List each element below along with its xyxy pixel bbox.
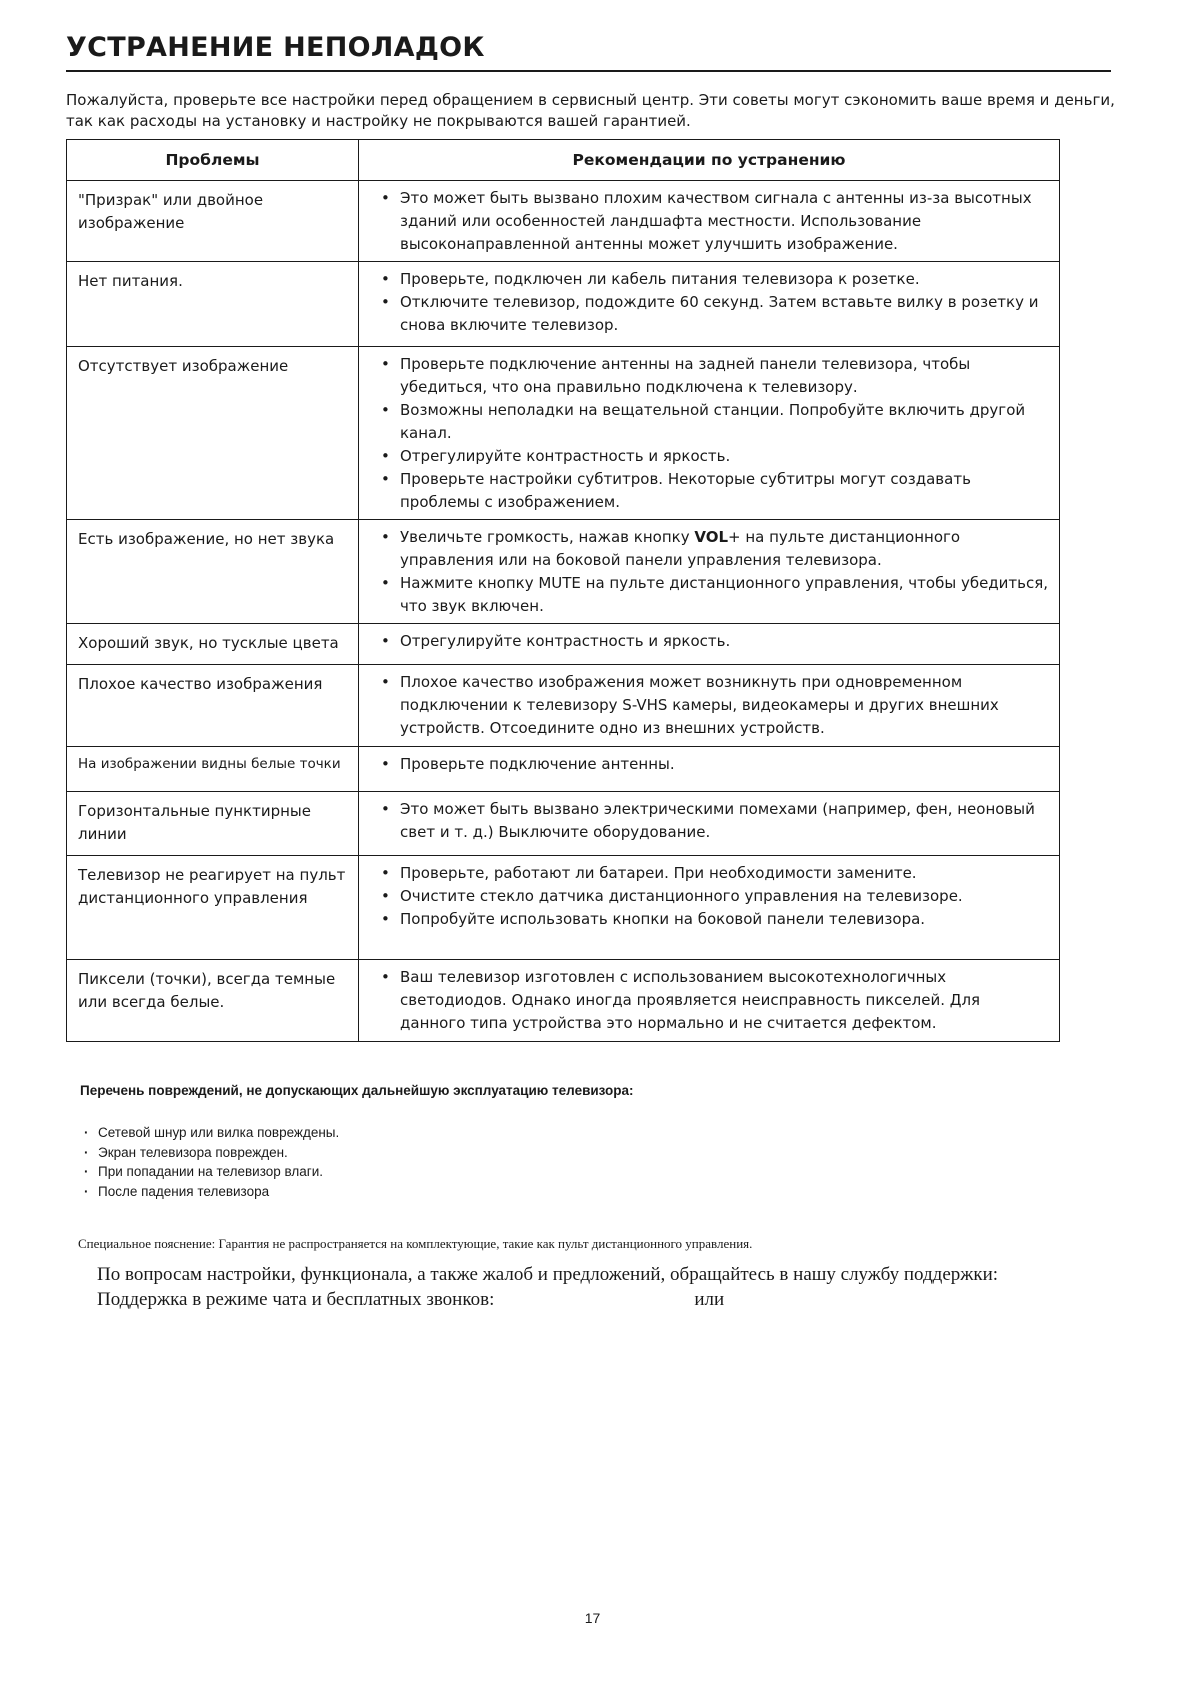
tip-item: • Возможны неполадки на вещательной станции. Попробуйте включить другой канал. xyxy=(381,399,1049,445)
tip-item: • Плохое качество изображения может возникнуть при одновременном подключении к телевизору S-VHS камеры, видеокамеры и других внешних устройств. Отсоедините одно из внешних устройств. xyxy=(381,671,1049,740)
table-row xyxy=(67,747,1060,792)
tip-item: • Проверьте, работают ли батареи. При необходимости замените. xyxy=(381,862,1049,885)
tip-item: • Проверьте настройки субтитров. Некоторые субтитры могут создавать проблемы с изображением. xyxy=(381,468,1049,514)
advice-cell xyxy=(359,520,1060,624)
tip-list xyxy=(381,862,1049,931)
damage-item: · Экран телевизора поврежден. xyxy=(80,1143,1080,1163)
page-number: 17 xyxy=(584,1610,601,1626)
tip-list xyxy=(381,671,1049,740)
vol-key-label: VOL xyxy=(694,528,729,546)
damage-item: · После падения телевизора xyxy=(80,1182,1080,1202)
table-row xyxy=(67,347,1060,520)
damage-item: · Сетевой шнур или вилка повреждены. xyxy=(80,1123,1080,1143)
intro-paragraph: Пожалуйста, проверьте все настройки перед обращением в сервисный центр. Эти советы могут сэкономить ваше время и деньги, так как расходы на установку и настройку не покрываются вашей гарантией. xyxy=(66,91,1115,130)
tip-item: • Проверьте подключение антенны на задней панели телевизора, чтобы убедиться, что она правильно подключена к телевизору. xyxy=(381,353,1049,399)
tip-item: • Очистите стекло датчика дистанционного управления на телевизоре. xyxy=(381,885,1049,908)
table-row xyxy=(67,792,1060,856)
problem-cell: На изображении видны белые точки xyxy=(67,747,359,792)
problem-cell: Телевизор не реагирует на пульт дистанционного управления xyxy=(67,856,359,960)
tip-item: • Ваш телевизор изготовлен с использованием высокотехнологичных светодиодов. Однако иногда проявляется неисправность пикселей. Для данного типа устройства это нормально и не считается дефектом. xyxy=(381,966,1049,1035)
table-header-row xyxy=(67,140,1060,181)
tip-list xyxy=(381,268,1049,337)
title-rule xyxy=(66,70,1111,72)
advice-cell xyxy=(359,747,1060,792)
tip-list xyxy=(381,353,1049,514)
advice-column-header: Рекомендации по устранению xyxy=(359,140,1060,181)
table-row xyxy=(67,624,1060,665)
tip-list xyxy=(381,966,1049,1035)
support-line: По вопросам настройки, функционала, а также жалоб и предложений, обращайтесь в нашу службу поддержки: xyxy=(97,1264,999,1285)
table-row xyxy=(67,960,1060,1042)
tip-item: • Отключите телевизор, подождите 60 секунд. Затем вставьте вилку в розетку и снова включите телевизор. xyxy=(381,291,1049,337)
tip-list xyxy=(381,798,1049,844)
tip-text-before-key: Увеличьте громкость, нажав кнопку xyxy=(400,528,695,546)
damage-heading: Перечень повреждений, не допускающих дальнейшую эксплуатацию телевизора: xyxy=(80,1083,634,1098)
problem-cell: Отсутствует изображение xyxy=(67,347,359,520)
support-chat-line xyxy=(97,1287,1117,1312)
table-row xyxy=(67,856,1060,960)
damage-list xyxy=(80,1123,1080,1201)
advice-cell xyxy=(359,347,1060,520)
troubleshooting-table xyxy=(66,139,1060,1042)
table-row xyxy=(67,262,1060,347)
tip-item: • Отрегулируйте контрастность и яркость. xyxy=(381,630,1049,653)
advice-cell xyxy=(359,856,1060,960)
damage-section xyxy=(80,1083,1080,1201)
tip-item: • Это может быть вызвано плохим качеством сигнала с антенны из-за высотных зданий или особенностей ландшафта местности. Использование высоконаправленной антенны может улучшить изображение. xyxy=(381,187,1049,256)
tip-item: • Нажмите кнопку MUTE на пульте дистанционного управления, чтобы убедиться, что звук включен. xyxy=(381,572,1049,618)
tip-item-volume xyxy=(381,526,1049,572)
warranty-note: Специальное пояснение: Гарантия не распространяется на комплектующие, такие как пульт дистанционного управления. xyxy=(78,1236,753,1251)
tip-item: • Проверьте подключение антенны. xyxy=(381,753,1049,776)
tip-item: • Проверьте, подключен ли кабель питания телевизора к розетке. xyxy=(381,268,1049,291)
damage-item: · При попадании на телевизор влаги. xyxy=(80,1162,1080,1182)
tip-item: • Отрегулируйте контрастность и яркость. xyxy=(381,445,1049,468)
tip-item: • Попробуйте использовать кнопки на боковой панели телевизора. xyxy=(381,908,1049,931)
table-row xyxy=(67,665,1060,747)
advice-cell xyxy=(359,792,1060,856)
problem-cell: Хороший звук, но тусклые цвета xyxy=(67,624,359,665)
advice-cell xyxy=(359,960,1060,1042)
support-or-text: или xyxy=(694,1289,725,1310)
problem-cell: Плохое качество изображения xyxy=(67,665,359,747)
problem-cell: "Призрак" или двойное изображение xyxy=(67,181,359,262)
problem-cell: Пиксели (точки), всегда темные или всегда белые. xyxy=(67,960,359,1042)
problem-cell: Нет питания. xyxy=(67,262,359,347)
support-section xyxy=(97,1262,1117,1312)
tip-list xyxy=(381,526,1049,618)
problem-cell: Горизонтальные пунктирные линии xyxy=(67,792,359,856)
advice-cell xyxy=(359,262,1060,347)
tip-list xyxy=(381,187,1049,256)
page-title: УСТРАНЕНИЕ НЕПОЛАДОК xyxy=(66,32,485,63)
advice-cell xyxy=(359,665,1060,747)
table-row xyxy=(67,181,1060,262)
support-chat-text: Поддержка в режиме чата и бесплатных звонков: xyxy=(97,1289,495,1310)
tip-list xyxy=(381,753,1049,776)
tip-list xyxy=(381,630,1049,653)
advice-cell xyxy=(359,624,1060,665)
problems-column-header: Проблемы xyxy=(67,140,359,181)
problem-cell: Есть изображение, но нет звука xyxy=(67,520,359,624)
tip-item: • Это может быть вызвано электрическими помехами (например, фен, неоновый свет и т. д.) Выключите оборудование. xyxy=(381,798,1049,844)
advice-cell xyxy=(359,181,1060,262)
tip-text-after-key: + на пульте дистанционного управления или на боковой панели управления телевизора. xyxy=(400,528,961,569)
table-row xyxy=(67,520,1060,624)
